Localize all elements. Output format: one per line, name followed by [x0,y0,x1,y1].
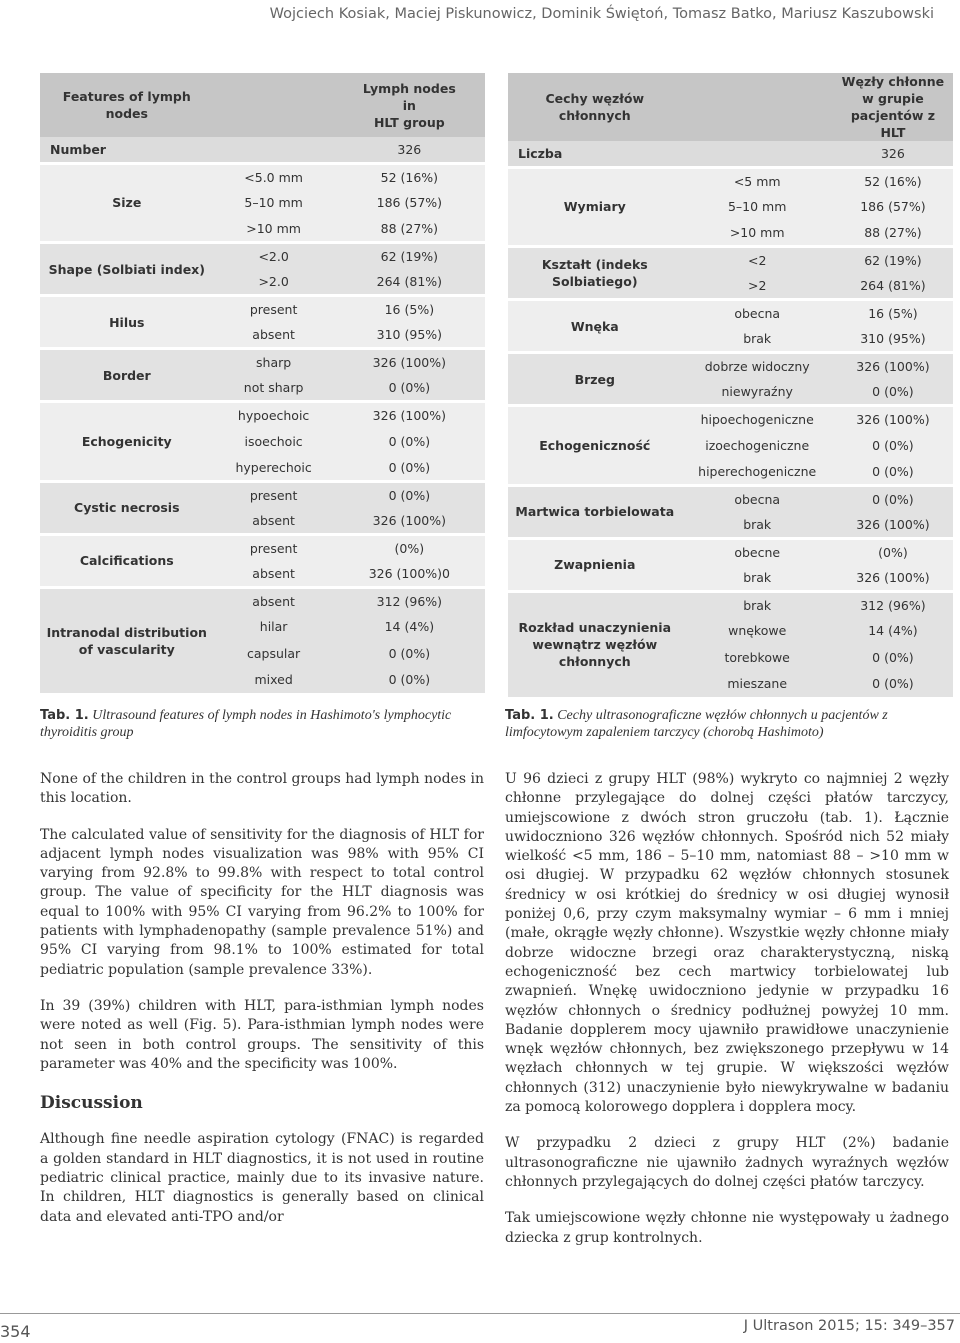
feature-cell: Zwapnienia [508,538,682,591]
table-row [508,591,953,618]
category-cell: present [214,481,334,508]
value-cell: 62 (19%) [833,247,953,274]
value-cell: 0 (0%) [833,432,953,459]
caption-label: Tab. 1. [505,708,554,723]
value-cell: 0 (0%) [833,459,953,486]
category-cell: not sharp [214,375,334,402]
paragraph: None of the children in the control groups had lymph nodes in this location. [40,771,484,807]
feature-cell: Rozkład unaczynienia wewnątrz węzłów chłonnych [508,591,682,697]
value-cell: 0 (0%) [334,455,485,482]
left-column [40,770,484,1244]
category-cell: >10 mm [214,216,334,243]
features-table-en [40,73,485,693]
value-cell: 264 (81%) [833,273,953,300]
table-row [40,243,485,270]
value-cell: 326 (100%) [833,406,953,433]
value-cell: 326 (100%) [833,565,953,592]
category-cell: absent [214,508,334,535]
value-cell: 0 (0%) [833,671,953,698]
table-row [508,300,953,327]
journal-citation: J Ultrason 2015; 15: 349–357 [743,1318,955,1334]
value-cell: 14 (4%) [334,614,485,641]
feature-cell: Hilus [40,296,214,349]
value-cell: 0 (0%) [334,667,485,694]
table-caption-pl [505,707,955,741]
category-cell: izoechogeniczne [682,432,833,459]
category-cell: obecna [682,485,833,512]
table-row [508,406,953,433]
category-cell: absent [214,587,334,614]
category-cell: sharp [214,349,334,376]
table-row [508,167,953,194]
number-label: Liczba [508,141,833,167]
table-row [40,163,485,190]
category-cell: niewyraźny [682,379,833,406]
value-cell: 264 (81%) [334,269,485,296]
category-cell: hilar [214,614,334,641]
feature-cell: Cystic necrosis [40,481,214,534]
category-cell: brak [682,512,833,539]
paragraph: W przypadku 2 dzieci z grupy HLT (2%) badanie ultrasonograficzne nie ujawniło żadnych wyraźnych węzłów chłonnych przylegających do dolnej części płatów tarczycy. [505,1135,949,1190]
category-cell: >10 mm [682,220,833,247]
category-cell: <5 mm [682,167,833,194]
value-cell: 16 (5%) [334,296,485,323]
feature-cell: Intranodal distribution of vascularity [40,587,214,693]
table-row [508,538,953,565]
feature-cell: Calcifications [40,534,214,587]
category-cell: <2.0 [214,243,334,270]
category-cell: mieszane [682,671,833,698]
value-cell: (0%) [334,534,485,561]
table-row [508,247,953,274]
number-label: Number [40,137,334,163]
paragraph: U 96 dzieci z grupy HLT (98%) wykryto co najmniej 2 węzły chłonne przylegające do dolnej części płatów tarczycy, umiejscowione z dwóch stron gruczołu (tab. 1). Łącznie uwidoczniono 326 węzłów chłonnych. Spośród nich 52 miały wielkość <5 mm, 186 – 5–10 mm, natomiast 88 – >10 mm w osi długiej. W przypadku 62 węzłów chłonnych stosunek średnicy w osi krótkiej do średnicy w osi długiej wynosił poniżej 0,6, przy czym maksymalny wymiar – 6 mm i mniej (małe, okrągłe węzły chłonne). Wszystkie węzły chłonne miały dobrze widoczne brzegi oraz charakterystyczną, niską echogeniczność bez cech martwicy torbielowatej lub zwapnień. Wnękę uwidoczniono jedynie w przypadku 16 węzłów chłonnych o średnicy podłużnej powyżej 10 mm. Badanie dopplerem mocy ujawniło prawidłowe unaczynienie wnęk węzłów chłonnych, bez zwiększonego przepływu w 14 węzłach chłonnych w tej grupie. W większości węzłów chłonnych (312) unaczynienie było niewykrywalne w badaniu za pomocą kolorowego dopplera i dopplera mocy. [505,771,949,1116]
header-lymph-nodes: Węzły chłonne w grupie pacjentów z HLT [833,73,953,141]
table-row [40,534,485,561]
paragraph: In 39 (39%) children with HLT, para-isthmian lymph nodes were noted as well (Fig. 5). Para-isthmian lymph nodes were not seen in both control groups. The sensitivity of this parameter was 40% and the specificity was 100%. [40,997,484,1072]
value-cell: 52 (16%) [334,163,485,190]
category-cell: obecna [682,300,833,327]
value-cell: 62 (19%) [334,243,485,270]
category-cell: <2 [682,247,833,274]
number-value: 326 [334,137,485,163]
table-row [508,353,953,380]
feature-cell: Wymiary [508,167,682,247]
page-number: 354 [0,1322,31,1341]
caption-label: Tab. 1. [40,708,89,723]
paragraph: The calculated value of sensitivity for the diagnosis of HLT for adjacent lymph nodes visualization was 98% with 95% CI varying from 92.8% to 99.8% with respect to total control group. The value of specificity for the HLT diagnosis was equal to 100% with 95% CI varying from 96.2% to 100% for patients with lymphadenopathy (sample prevalence 51%) and 95% CI varying from 98.1% to 100% estimated for total pediatric population (sample prevalence 33%). [40,826,484,978]
category-cell: hiperechogeniczne [682,459,833,486]
table-en [40,73,485,693]
category-cell: hipoechogeniczne [682,406,833,433]
category-cell: brak [682,565,833,592]
table-row [40,481,485,508]
category-cell: isoechoic [214,428,334,455]
value-cell: 310 (95%) [833,326,953,353]
table-row [40,296,485,323]
value-cell: 0 (0%) [833,644,953,671]
category-cell: 5–10 mm [214,190,334,217]
category-cell: dobrze widoczny [682,353,833,380]
value-cell: 88 (27%) [833,220,953,247]
category-cell: mixed [214,667,334,694]
category-cell: hypoechoic [214,402,334,429]
category-cell: brak [682,326,833,353]
table-header-row [508,73,953,141]
caption-text: Cechy ultrasonograficzne węzłów chłonnych u pacjentów z limfocytowym zapaleniem tarczycy (chorobą Hashimoto) [505,708,888,740]
value-cell: (0%) [833,538,953,565]
value-cell: 186 (57%) [334,190,485,217]
category-cell: absent [214,561,334,588]
feature-cell: Brzeg [508,353,682,406]
feature-cell: Echogenicity [40,402,214,482]
category-cell: obecne [682,538,833,565]
header-lymph-nodes: Lymph nodes in HLT group [334,73,485,137]
feature-cell: Size [40,163,214,243]
value-cell: 0 (0%) [334,375,485,402]
category-cell: wnękowe [682,618,833,645]
value-cell: 0 (0%) [334,428,485,455]
value-cell: 0 (0%) [833,379,953,406]
header-features: Features of lymph nodes [40,73,214,137]
table-row [508,485,953,512]
paragraph: Although fine needle aspiration cytology (FNAC) is regarded a golden standard in HLT diagnostics, it is not used in routine pediatric clinical practice, mainly due to its invasive nature. In children, HLT diagnostics is generally based on clinical data and elevated anti-TPO and/or [40,1131,484,1225]
value-cell: 186 (57%) [833,194,953,221]
value-cell: 326 (100%) [334,508,485,535]
table-row [40,587,485,614]
category-cell: >2.0 [214,269,334,296]
value-cell: 14 (4%) [833,618,953,645]
value-cell: 88 (27%) [334,216,485,243]
value-cell: 0 (0%) [334,640,485,667]
features-table-pl [508,73,953,697]
section-heading: Discussion [40,1093,143,1114]
table-header-row [40,73,485,137]
value-cell: 52 (16%) [833,167,953,194]
value-cell: 0 (0%) [334,481,485,508]
value-cell: 16 (5%) [833,300,953,327]
value-cell: 326 (100%) [334,402,485,429]
category-cell: hyperechoic [214,455,334,482]
value-cell: 310 (95%) [334,322,485,349]
value-cell: 312 (96%) [334,587,485,614]
table-pl [508,73,953,693]
value-cell: 326 (100%)0 [334,561,485,588]
value-cell: 326 (100%) [833,353,953,380]
running-header: Wojciech Kosiak, Maciej Piskunowicz, Dominik Świętoń, Tomasz Batko, Mariusz Kaszubowski [269,6,934,22]
number-row [40,137,485,163]
category-cell: <5.0 mm [214,163,334,190]
category-cell: capsular [214,640,334,667]
paragraph: Tak umiejscowione węzły chłonne nie występowały u żadnego dziecka z grup kontrolnych. [505,1210,949,1246]
value-cell: 326 (100%) [833,512,953,539]
value-cell: 312 (96%) [833,591,953,618]
number-row [508,141,953,167]
category-cell: present [214,534,334,561]
feature-cell: Wnęka [508,300,682,353]
feature-cell: Echogeniczność [508,406,682,486]
category-cell: >2 [682,273,833,300]
feature-cell: Martwica torbielowata [508,485,682,538]
right-column [505,770,949,1265]
footer-divider [0,1313,960,1314]
feature-cell: Shape (Solbiati index) [40,243,214,296]
caption-text: Ultrasound features of lymph nodes in Hashimoto's lymphocytic thyroiditis group [40,708,452,740]
value-cell: 326 (100%) [334,349,485,376]
category-cell: present [214,296,334,323]
header-features: Cechy węzłów chłonnych [508,73,682,141]
category-cell: 5–10 mm [682,194,833,221]
category-cell: torebkowe [682,644,833,671]
feature-cell: Border [40,349,214,402]
table-row [40,402,485,429]
table-row [40,349,485,376]
number-value: 326 [833,141,953,167]
category-cell: absent [214,322,334,349]
feature-cell: Kształt (indeks Solbiatiego) [508,247,682,300]
table-caption-en [40,707,480,741]
value-cell: 0 (0%) [833,485,953,512]
category-cell: brak [682,591,833,618]
